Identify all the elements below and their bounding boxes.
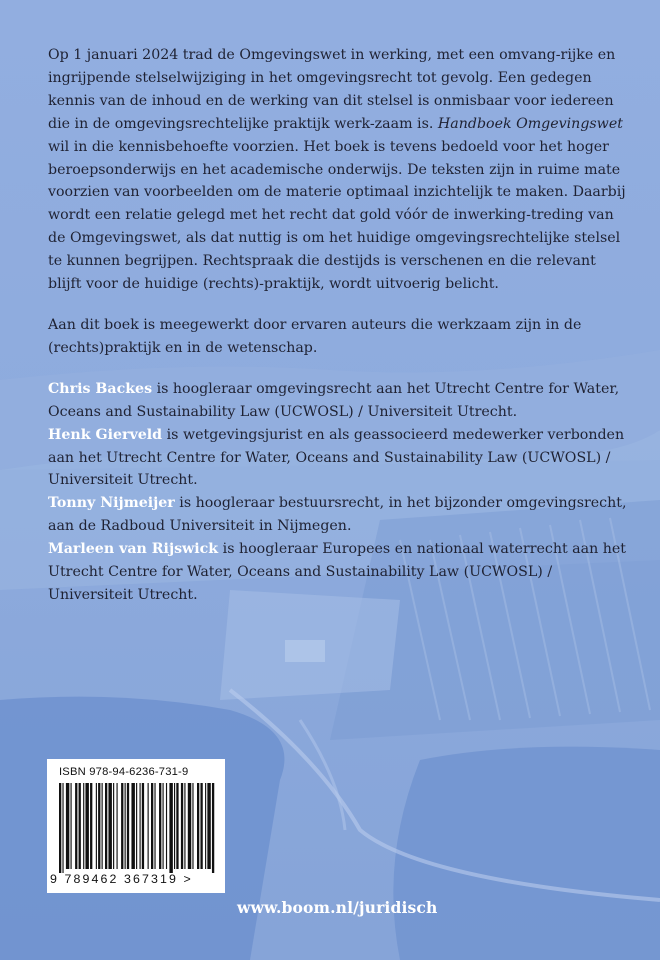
barcode-bar bbox=[75, 783, 77, 869]
barcode-bar bbox=[85, 783, 88, 869]
barcode-bar bbox=[192, 783, 193, 869]
description-paragraph bbox=[48, 44, 628, 296]
barcode-bar bbox=[176, 783, 178, 869]
barcode-bar bbox=[188, 783, 191, 869]
barcode-bar bbox=[102, 783, 103, 869]
author-bio: is hoogleraar Europees en nationaal waterrecht aan het Utrecht Centre for Water, Oceans and Sustainability Law (UCWOSL) / Universiteit Utrecht. bbox=[48, 541, 626, 603]
author-entry bbox=[48, 378, 628, 424]
author-bio: is hoogleraar bestuursrecht, in het bijzonder omgevingsrecht, aan de Radboud Universiteit in Nijmegen. bbox=[48, 495, 627, 535]
isbn-barcode bbox=[47, 759, 225, 893]
author-name: Tonny Nijmeijer bbox=[48, 495, 175, 512]
author-entry bbox=[48, 424, 628, 493]
barcode-bar bbox=[59, 783, 61, 873]
author-name: Marleen van Rijswick bbox=[48, 541, 219, 558]
barcode-bar bbox=[151, 783, 153, 869]
barcode-digits: 9 789462 367319 > bbox=[50, 872, 193, 886]
barcode-bar bbox=[169, 783, 172, 873]
barcode-bar bbox=[108, 783, 111, 869]
barcode-bar bbox=[142, 783, 144, 869]
contributors-paragraph: Aan dit boek is meegewerkt door ervaren auteurs die werkzaam zijn in de (rechts)praktijk en in de wetenschap. bbox=[48, 316, 582, 356]
barcode-bar bbox=[96, 783, 97, 869]
back-cover-text bbox=[48, 44, 628, 607]
author-bio: is wetgevingsjurist en als geassocieerd medewerker verbonden aan het Utrecht Centre for Water, Oceans and Sustainability Law (UCWOSL) / Universiteit Utrecht. bbox=[48, 426, 625, 489]
barcode-bar bbox=[79, 783, 81, 869]
isbn-label: ISBN 978-94-6236-731-9 bbox=[59, 766, 189, 778]
barcode-bar bbox=[140, 783, 141, 869]
barcode-bar bbox=[184, 783, 185, 869]
barcode-bar bbox=[105, 783, 107, 869]
barcode-bar bbox=[200, 783, 202, 869]
book-title-italic: Handboek Omgevingswet bbox=[437, 115, 623, 132]
barcode-bar bbox=[148, 783, 149, 869]
barcode-bar bbox=[205, 783, 206, 869]
barcode-bar bbox=[207, 783, 210, 869]
barcode-bar bbox=[127, 783, 129, 869]
barcode-bar bbox=[136, 783, 137, 869]
barcode-bar bbox=[62, 783, 63, 873]
barcode-bar bbox=[159, 783, 161, 869]
barcode-bar bbox=[83, 783, 84, 869]
barcode-bar bbox=[212, 783, 214, 873]
barcode-bar bbox=[90, 783, 92, 869]
barcode-bar bbox=[163, 783, 164, 869]
barcode-bar bbox=[66, 783, 69, 869]
barcode-bar bbox=[197, 783, 199, 869]
barcode-bar bbox=[181, 783, 183, 869]
author-entry bbox=[48, 492, 628, 538]
barcode-bar bbox=[121, 783, 123, 869]
barcode-bar bbox=[174, 783, 175, 869]
barcode-bar bbox=[113, 783, 114, 869]
barcode-bar bbox=[131, 783, 134, 869]
description-text-2: wil in die kennisbehoefte voorzien. Het boek is tevens bedoeld voor het hoger beroepsonderwijs en het academische onderwijs. De teksten zijn in ruime mate voorzien van voorbeelden om de materie optimaal inzichtelijk te maken. Daarbij wordt een relatie gelegd met het recht dat gold vóór de inwerking-treding van de Omgevingswet, als dat nuttig is om het huidige omgevingsrechtelijke stelsel te kunnen begrijpen. Rechtspraak die destijds is verschenen en die relevant blijft voor de huidige (rechts)-praktijk, wordt uitvoerig belicht. bbox=[48, 138, 626, 293]
description-text-1: Op 1 januari 2024 trad de Omgevingswet in werking, met een omvang-rijke en ingrijpende stelselwijziging in het omgevingsrecht tot gevolg. Een gedegen kennis van de inhoud en de werking van dit stelsel is onmisbaar voor iedereen die in de omgevingsrechtelijke praktijk werk-zaam is. bbox=[48, 47, 616, 132]
author-name: Henk Gierveld bbox=[48, 426, 163, 443]
author-list bbox=[48, 378, 628, 607]
barcode-bar bbox=[71, 783, 72, 869]
author-entry bbox=[48, 538, 628, 607]
author-bio: is hoogleraar omgevingsrecht aan het Utrecht Centre for Water, Oceans and Sustainability Law (UCWOSL) / Universiteit Utrecht. bbox=[48, 380, 620, 420]
barcode-bar bbox=[154, 783, 155, 869]
barcode-bar bbox=[125, 783, 126, 869]
barcode-bar bbox=[117, 783, 118, 869]
barcode-bar bbox=[98, 783, 100, 869]
barcode-bar bbox=[166, 783, 167, 869]
publisher-website[interactable]: www.boom.nl/juridisch bbox=[237, 898, 438, 917]
author-name: Chris Backes bbox=[48, 380, 153, 397]
